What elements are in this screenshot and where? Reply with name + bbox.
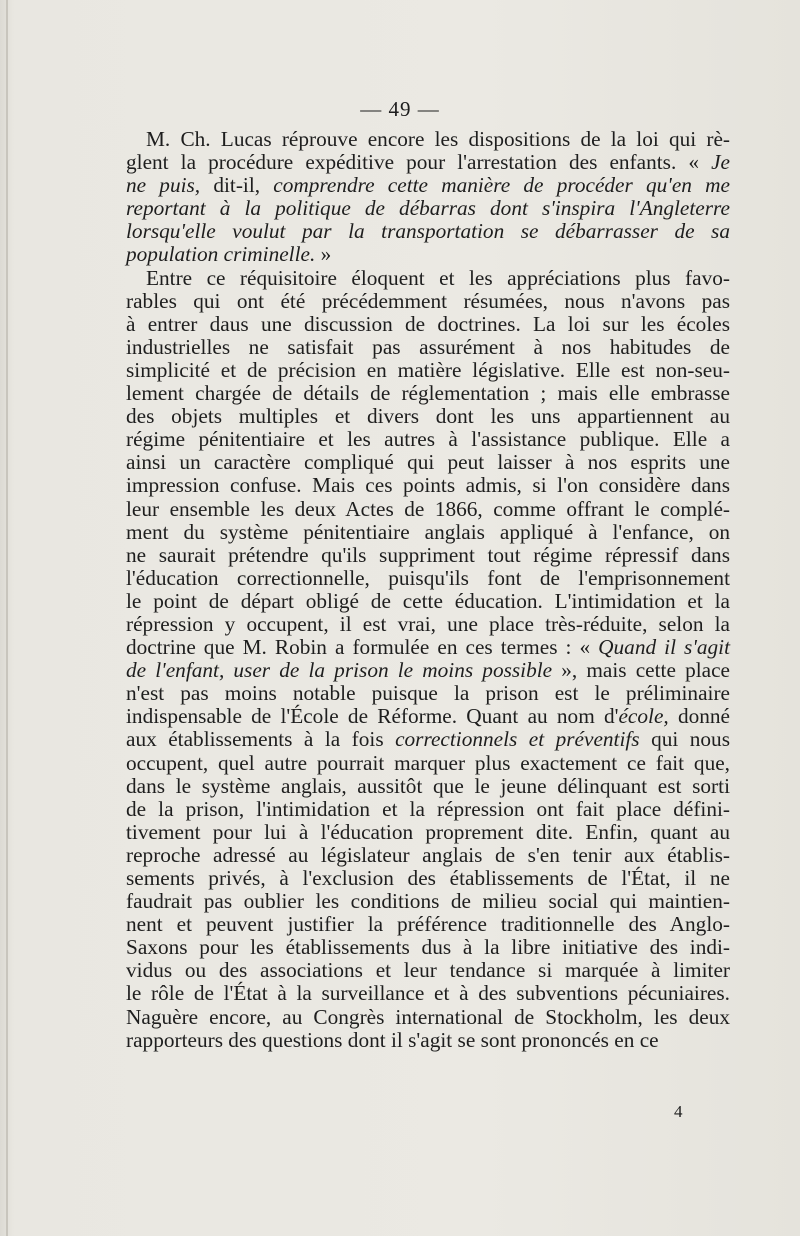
text-segment: doctrine que M. Robin a formulée en ces termes : « xyxy=(126,635,599,660)
italic-text: lorsqu'elle voulut par la transportation se débarrasser de sa xyxy=(126,219,730,244)
text-segment: impression confuse. Mais ces points admis, si l'on considère dans xyxy=(126,473,730,498)
italic-text: population criminelle. xyxy=(126,242,321,267)
signature-mark: 4 xyxy=(674,1102,683,1121)
text-segment: industrielles ne satisfait pas assurément à nos habitudes de xyxy=(126,334,730,359)
text-line xyxy=(126,151,730,174)
text-segment: n'est pas moins notable puisque la prison est le préliminaire xyxy=(126,681,730,706)
text-line xyxy=(126,336,730,359)
text-segment: ainsi un caractère compliqué qui peut laisser à nos esprits une xyxy=(126,450,730,475)
text-line xyxy=(126,521,730,544)
text-segment: » xyxy=(320,242,332,267)
page-number: — 49 — xyxy=(360,97,440,121)
text-line xyxy=(126,428,730,451)
text-segment: qui nous xyxy=(639,727,730,752)
text-segment: rapporteurs des questions dont il s'agit se sont prononcés en ce xyxy=(126,1027,659,1052)
italic-text: Je xyxy=(711,150,730,175)
text-line xyxy=(126,567,730,590)
text-segment: le rôle de l'État à la surveillance et à des subventions pécuniaires. xyxy=(126,981,730,1006)
text-segment: leur ensemble les deux Actes de 1866, comme offrant le complé- xyxy=(126,496,730,521)
text-segment: occupent, quel autre pourrait marquer plus exactement ce fait que, xyxy=(126,750,730,775)
text-line xyxy=(126,867,730,890)
text-line xyxy=(126,243,730,266)
text-line xyxy=(126,544,730,567)
text-segment: donné xyxy=(668,704,730,729)
text-line xyxy=(126,1006,730,1029)
text-segment: ne saurait prétendre qu'ils suppriment tout régime répressif dans xyxy=(126,542,730,567)
text-segment: des objets multiples et divers dont les uns appartiennent au xyxy=(126,404,730,429)
text-segment: dans le système anglais, aussitôt que le jeune délinquant est sorti xyxy=(126,773,730,798)
text-segment: Saxons pour les établissements dus à la libre initiative des indi- xyxy=(126,935,730,960)
body-text xyxy=(126,128,730,1052)
text-line xyxy=(126,451,730,474)
italic-text: reportant à la politique de débarras dont s'inspira l'Angleterre xyxy=(126,196,730,221)
text-segment: à entrer daus une discussion de doctrines. La loi sur les écoles xyxy=(126,311,730,336)
text-segment: vidus ou des associations et leur tendance si marquée à limiter xyxy=(126,958,730,983)
text-line xyxy=(126,474,730,497)
text-segment: le point de départ obligé de cette éducation. L'intimidation et la xyxy=(126,588,730,613)
text-segment: nent et peuvent justifier la préférence traditionnelle des Anglo- xyxy=(126,912,730,937)
text-line xyxy=(126,798,730,821)
text-line xyxy=(126,220,730,243)
text-line xyxy=(126,728,730,751)
text-segment: faudrait pas oublier les conditions de milieu social qui maintien- xyxy=(126,889,730,914)
text-line xyxy=(126,636,730,659)
text-line xyxy=(126,936,730,959)
text-line xyxy=(126,913,730,936)
text-segment: lement chargée de détails de réglementation ; mais elle embrasse xyxy=(126,381,730,406)
page-fold-shadow xyxy=(6,0,8,1236)
text-segment: l'éducation correctionnelle, puisqu'ils font de l'emprisonnement xyxy=(126,565,730,590)
text-segment: Entre ce réquisitoire éloquent et les appréciations plus favo- xyxy=(146,265,730,290)
text-line xyxy=(126,128,730,151)
text-line xyxy=(126,382,730,405)
text-line xyxy=(126,890,730,913)
italic-text: école, xyxy=(618,704,669,729)
text-line xyxy=(126,682,730,705)
text-segment: rables qui ont été précédemment résumées, nous n'avons pas xyxy=(126,288,730,313)
text-line xyxy=(126,405,730,428)
text-segment: régime pénitentiaire et les autres à l'assistance publique. Elle a xyxy=(126,427,730,452)
text-line xyxy=(126,290,730,313)
text-segment: simplicité et de précision en matière législative. Elle est non-seu- xyxy=(126,357,730,382)
text-segment: ment du système pénitentiaire anglais appliqué à l'enfance, on xyxy=(126,519,730,544)
italic-text: ne puis, xyxy=(126,173,214,198)
text-line xyxy=(126,705,730,728)
text-segment: répression y occupent, il est vrai, une place très-réduite, selon la xyxy=(126,611,730,636)
text-segment: reproche adressé au législateur anglais de s'en tenir aux établis- xyxy=(126,842,730,867)
italic-text: de l'enfant, user de la prison le moins possible xyxy=(126,658,562,683)
text-segment: indispensable de l'École de Réforme. Quant au nom d' xyxy=(126,704,619,729)
text-line xyxy=(126,1029,730,1052)
text-line xyxy=(126,775,730,798)
text-line xyxy=(126,359,730,382)
text-line xyxy=(126,313,730,336)
text-segment: M. Ch. Lucas réprouve encore les dispositions de la loi qui rè- xyxy=(146,127,730,151)
text-segment: aux établissements à la fois xyxy=(126,727,396,752)
italic-text: correctionnels et préventifs xyxy=(395,727,640,752)
italic-text: Quand il s'agit xyxy=(598,635,730,660)
text-line xyxy=(126,613,730,636)
text-line xyxy=(126,982,730,1005)
text-segment: glent la procédure expéditive pour l'arrestation des enfants. « xyxy=(126,150,712,175)
text-segment: Naguère encore, au Congrès international de Stockholm, les deux xyxy=(126,1004,730,1029)
text-line xyxy=(126,498,730,521)
text-line xyxy=(126,267,730,290)
text-line xyxy=(126,659,730,682)
text-line xyxy=(126,959,730,982)
text-line xyxy=(126,590,730,613)
text-segment: tivement pour lui à l'éducation proprement dite. Enfin, quant au xyxy=(126,819,730,844)
italic-text: comprendre cette manière de procéder qu'en me xyxy=(273,173,730,198)
text-segment: sements privés, à l'exclusion des établissements de l'État, il ne xyxy=(126,866,730,890)
text-line xyxy=(126,174,730,197)
text-line xyxy=(126,752,730,775)
text-segment: », mais cette place xyxy=(561,658,730,683)
text-line xyxy=(126,844,730,867)
text-segment: dit-il, xyxy=(213,173,274,198)
text-line xyxy=(126,821,730,844)
text-line xyxy=(126,197,730,220)
text-segment: de la prison, l'intimidation et la répression ont fait place défini- xyxy=(126,796,730,821)
